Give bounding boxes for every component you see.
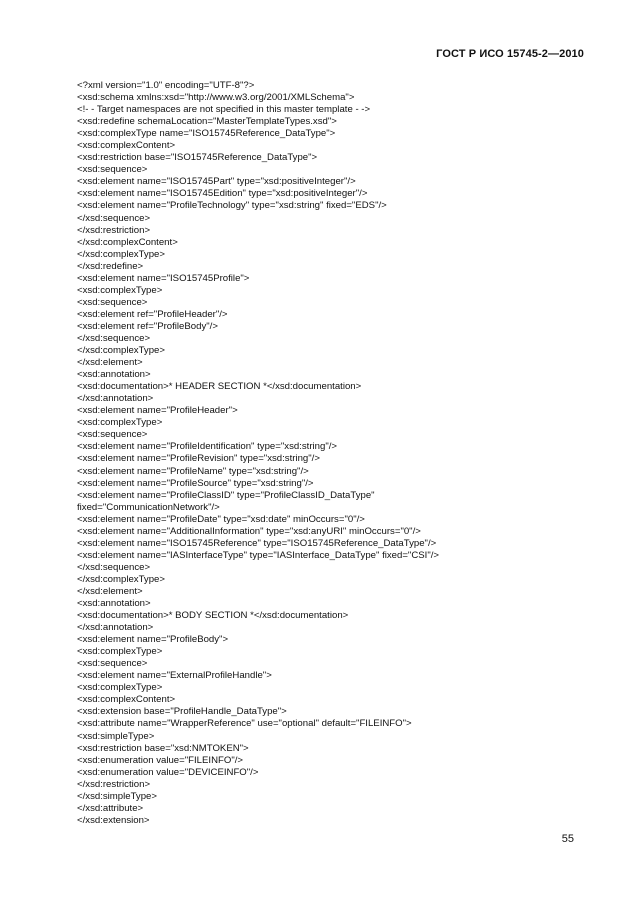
code-line: <xsd:element name="ISO15745Profile">: [77, 272, 250, 284]
code-line: <xsd:complexType>: [77, 646, 163, 658]
code-line: <xsd:complexContent>: [77, 694, 176, 706]
code-line: <xsd:element name="ProfileSource" type="xsd:string"/>: [77, 477, 314, 489]
code-line: <xsd:redefine schemaLocation="MasterTemplateTypes.xsd">: [77, 116, 337, 128]
code-line: <xsd:element name="IASInterfaceType" type="IASInterface_DataType" fixed="CSI"/>: [77, 549, 440, 561]
code-line: <xsd:element ref="ProfileHeader"/>: [77, 308, 228, 320]
code-line: <xsd:complexType>: [77, 682, 163, 694]
code-line: <xsd:complexType name="ISO15745Reference_DataType">: [77, 128, 336, 140]
code-line: <xsd:annotation>: [77, 369, 151, 381]
code-line: <!- - Target namespaces are not specified in this master template - ->: [77, 104, 371, 116]
code-line: </xsd:sequence>: [77, 212, 151, 224]
code-line: <xsd:sequence>: [77, 429, 148, 441]
code-line: </xsd:complexType>: [77, 345, 165, 357]
code-line: <xsd:sequence>: [77, 658, 148, 670]
code-line: <xsd:enumeration value="FILEINFO"/>: [77, 754, 243, 766]
code-line: <xsd:simpleType>: [77, 730, 155, 742]
code-line: <xsd:element name="ISO15745Edition" type="xsd:positiveInteger"/>: [77, 188, 368, 200]
code-line: <xsd:annotation>: [77, 598, 151, 610]
code-line: <xsd:complexType>: [77, 417, 163, 429]
code-line: <xsd:element name="ProfileDate" type="xsd:date" minOccurs="0"/>: [77, 513, 365, 525]
code-line: <xsd:element name="ISO15745Reference" type="ISO15745Reference_DataType"/>: [77, 537, 437, 549]
code-line: <xsd:element name="ProfileHeader">: [77, 405, 238, 417]
code-line: <xsd:complexType>: [77, 284, 163, 296]
code-line: <xsd:element name="ISO15745Part" type="xsd:positiveInteger"/>: [77, 176, 356, 188]
code-line: </xsd:restriction>: [77, 224, 151, 236]
code-line: </xsd:redefine>: [77, 260, 144, 272]
code-line: <xsd:sequence>: [77, 164, 148, 176]
xml-code-listing: [77, 80, 587, 827]
code-line: <xsd:element name="ProfileBody">: [77, 634, 229, 646]
code-line: <xsd:element name="ProfileTechnology" type="xsd:string" fixed="EDS"/>: [77, 200, 387, 212]
code-line: <xsd:documentation>* HEADER SECTION *</xsd:documentation>: [77, 381, 362, 393]
code-line: </xsd:element>: [77, 357, 143, 369]
page-number: 55: [561, 833, 574, 845]
code-line: <xsd:element ref="ProfileBody"/>: [77, 320, 218, 332]
code-line: <xsd:element name="AdditionalInformation" type="xsd:anyURI" minOccurs="0"/>: [77, 525, 421, 537]
code-line: </xsd:simpleType>: [77, 790, 157, 802]
code-line: <xsd:element name="ProfileName" type="xsd:string"/>: [77, 465, 309, 477]
code-line: <xsd:element name="ProfileClassID" type="ProfileClassID_DataType": [77, 489, 375, 501]
code-line: <xsd:element name="ProfileRevision" type="xsd:string"/>: [77, 453, 320, 465]
code-line: <xsd:documentation>* BODY SECTION *</xsd:documentation>: [77, 610, 349, 622]
code-line: <xsd:element name="ExternalProfileHandle">: [77, 670, 272, 682]
code-line: </xsd:annotation>: [77, 393, 154, 405]
code-line: <xsd:enumeration value="DEVICEINFO"/>: [77, 766, 259, 778]
code-line: </xsd:annotation>: [77, 622, 154, 634]
code-line: </xsd:sequence>: [77, 561, 151, 573]
code-line: </xsd:extension>: [77, 814, 150, 826]
code-line: </xsd:restriction>: [77, 778, 151, 790]
standard-header: ГОСТ Р ИСО 15745-2—2010: [436, 48, 584, 60]
code-line: </xsd:complexType>: [77, 248, 165, 260]
code-line: </xsd:sequence>: [77, 332, 151, 344]
code-line: <xsd:restriction base="ISO15745Reference_DataType">: [77, 152, 318, 164]
code-line: </xsd:complexType>: [77, 573, 165, 585]
code-line: <xsd:schema xmlns:xsd="http://www.w3.org/2001/XMLSchema">: [77, 92, 355, 104]
code-line: <xsd:sequence>: [77, 296, 148, 308]
code-line: <xsd:extension base="ProfileHandle_DataType">: [77, 706, 287, 718]
code-line: <xsd:attribute name="WrapperReference" use="optional" default="FILEINFO">: [77, 718, 412, 730]
code-line: </xsd:complexContent>: [77, 236, 178, 248]
code-line: </xsd:attribute>: [77, 802, 144, 814]
code-line: <xsd:element name="ProfileIdentification" type="xsd:string"/>: [77, 441, 338, 453]
code-line: <xsd:restriction base="xsd:NMTOKEN">: [77, 742, 249, 754]
code-line: <xsd:complexContent>: [77, 140, 176, 152]
code-line: <?xml version="1.0" encoding="UTF-8"?>: [77, 80, 255, 91]
code-line: fixed="CommunicationNetwork"/>: [77, 501, 220, 513]
code-line: </xsd:element>: [77, 585, 143, 597]
